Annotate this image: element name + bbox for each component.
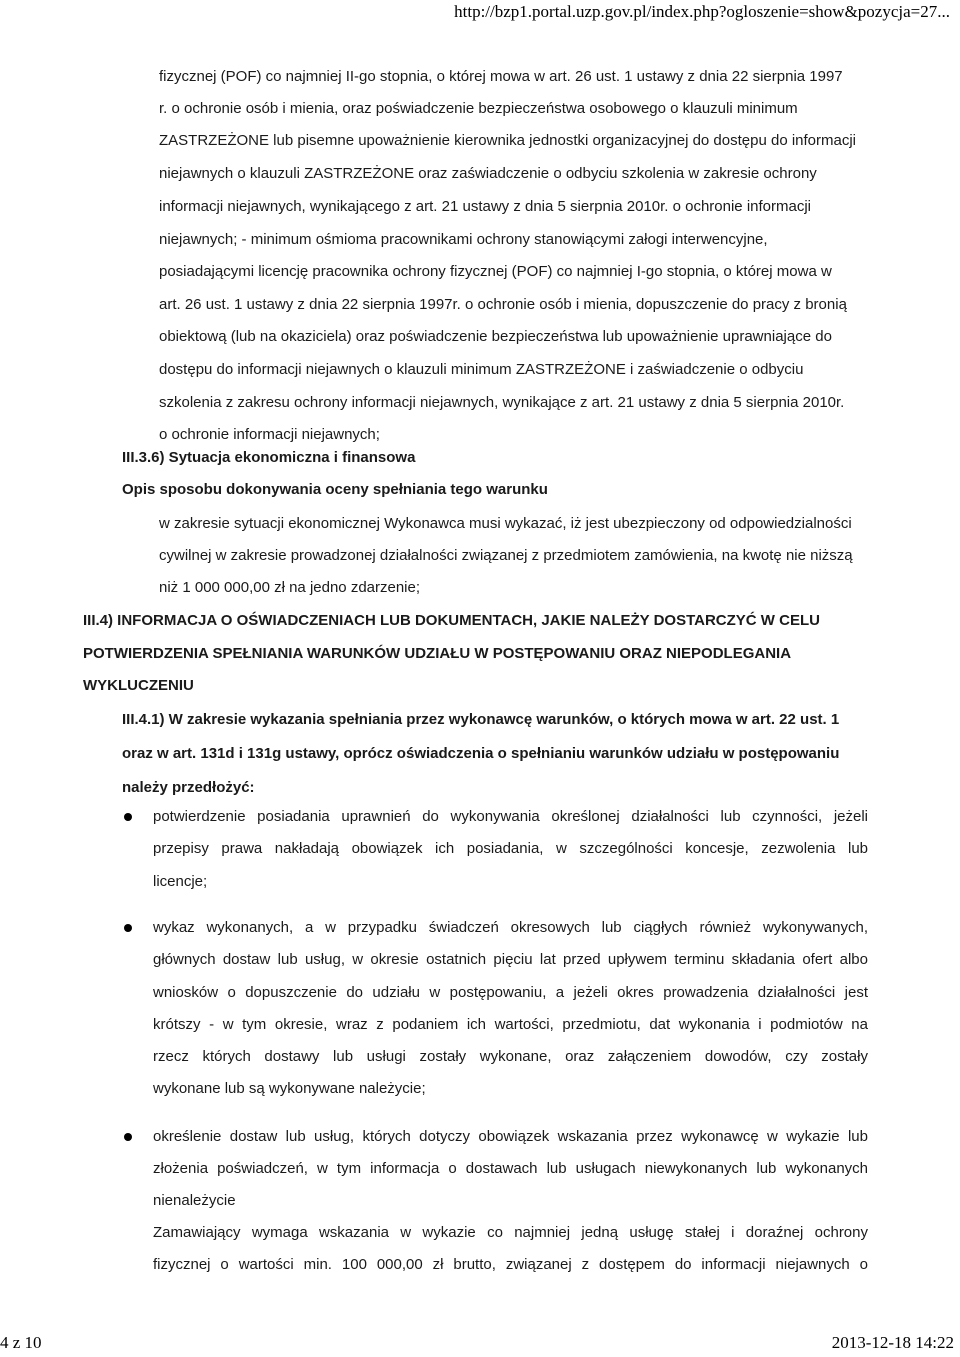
text-line: fizycznej (POF) co najmniej II-go stopnia, o której mowa w art. 26 ust. 1 ustawy z dnia 22 sierpnia 1997 <box>159 68 843 85</box>
text-line: obiektową (lub na okaziciela) oraz poświadczenie bezpieczeństwa lub upoważnienie uprawniające do <box>159 328 832 346</box>
text-line: fizycznej o wartości min. 100 000,00 zł brutto, związanej z dostępem do informacji niejawnych o <box>153 1256 868 1273</box>
text-line: określenie dostaw lub usług, których dotyczy obowiązek wskazania przez wykonawcę w wykazie lub <box>153 1128 868 1145</box>
text-line: licencje; <box>153 872 208 890</box>
text-line: ZASTRZEŻONE lub pisemne upoważnienie kierownika jednostki organizacyjnej do dostępu do informacji <box>159 132 857 150</box>
page-number-footer: 4 z 10 <box>0 1333 42 1352</box>
text-line: rzecz których dostawy lub usługi zostały wykonane, oraz załączeniem dowodów, czy zostały <box>153 1048 868 1066</box>
heading-line: III.4) INFORMACJA O OŚWIADCZENIACH LUB DOKUMENTACH, JAKIE NALEŻY DOSTARCZYĆ W CELU <box>83 612 820 629</box>
text-line: dostępu do informacji niejawnych o klauzuli minimum ZASTRZEŻONE i zaświadczenie o odbyciu <box>159 360 804 378</box>
section-heading-economic: III.3.6) Sytuacja ekonomiczna i finansowa <box>122 449 416 466</box>
bullet-dot-icon <box>124 924 132 932</box>
paragraph-insurance <box>159 508 921 604</box>
text-line: przepisy prawa nakładają obowiązek ich posiadania, w szczególności koncesje, zezwolenia lub <box>153 840 868 858</box>
text-line: szkolenia z zakresu ochrony informacji niejawnych, wynikające z art. 21 ustawy z dnia 5 sierpnia 2010r. <box>159 393 845 411</box>
paragraph-security-staff <box>159 191 921 452</box>
paragraph-pof-requirements <box>159 61 919 190</box>
text-line: głównych dostaw lub usług, w okresie ostatnich pięciu lat przed upływem terminu składania ofert albo <box>153 951 868 969</box>
text-line: potwierdzenie posiadania uprawnień do wykonywania określonej działalności lub czynności, jeżeli <box>153 808 868 825</box>
list-item <box>153 801 868 898</box>
list-item <box>153 912 868 1106</box>
heading-line: oraz w art. 131d i 131g ustawy, oprócz oświadczenia o spełnianiu warunków udziału w postępowaniu <box>122 745 840 762</box>
text-line: art. 26 ust. 1 ustawy z dnia 22 sierpnia 1997r. o ochronie osób i mienia, dopuszczenie do pracy z bronią <box>159 295 847 313</box>
text-line: w zakresie sytuacji ekonomicznej Wykonawca musi wykazać, iż jest ubezpieczony od odpowiedzialności <box>159 515 852 532</box>
text-line: niż 1 000 000,00 zł na jedno zdarzenie; <box>159 579 421 596</box>
text-line: posiadającymi licencję pracownika ochrony fizycznej (POF) co najmniej I-go stopnia, o której mowa w <box>159 263 832 281</box>
text-line: o ochronie informacji niejawnych; <box>159 426 380 444</box>
bullet-dot-icon <box>124 813 132 821</box>
section-heading-documents <box>83 605 873 703</box>
subsection-heading-4-1 <box>122 703 897 805</box>
text-line: wykaz wykonanych, a w przypadku świadczeń okresowych lub ciągłych również wykonywanych, <box>153 919 868 936</box>
text-line: krótszy - w tym okresie, wraz z podaniem ich wartości, przedmiotu, dat wykonania i podmiotów na <box>153 1015 868 1033</box>
text-line: wykonane lub są wykonywane należycie; <box>153 1080 426 1098</box>
text-line: r. o ochronie osób i mienia, oraz poświadczenie bezpieczeństwa osobowego o klauzuli minimum <box>159 100 798 118</box>
heading-line: III.4.1) W zakresie wykazania spełniania przez wykonawcę warunków, o których mowa w art. 22 ust. 1 <box>122 711 840 728</box>
heading-line: należy przedłożyć: <box>122 779 255 796</box>
text-line: informacji niejawnych, wynikającego z art. 21 ustawy z dnia 5 sierpnia 2010r. o ochronie informacji <box>159 198 811 215</box>
text-line: nienależycie <box>153 1192 236 1209</box>
text-line: cywilnej w zakresie prowadzonej działalności związanej z przedmiotem zamówienia, na kwotę nie niższą <box>159 547 853 564</box>
text-line: złożenia poświadczeń, w tym informacja o dostawach lub usługach niewykonanych lub wykonanych <box>153 1160 868 1177</box>
page-url-header: http://bzp1.portal.uzp.gov.pl/index.php?ogloszenie=show&pozycja=27... <box>454 2 950 21</box>
bullet-dot-icon <box>124 1133 132 1141</box>
print-datetime-footer: 2013-12-18 14:22 <box>831 1333 954 1352</box>
text-line: niejawnych o klauzuli ZASTRZEŻONE oraz zaświadczenie o odbyciu szkolenia w zakresie ochrony <box>159 164 817 182</box>
heading-line: WYKLUCZENIU <box>83 677 194 694</box>
list-item <box>153 1121 868 1281</box>
subheading-assessment: Opis sposobu dokonywania oceny spełniania tego warunku <box>122 481 548 498</box>
heading-line: POTWIERDZENIA SPEŁNIANIA WARUNKÓW UDZIAŁU W POSTĘPOWANIU ORAZ NIEPODLEGANIA <box>83 644 792 662</box>
text-line: wniosków o dopuszczenie do udziału w postępowaniu, a jeżeli okres prowadzenia działalności jest <box>153 983 868 1001</box>
text-line: niejawnych; - minimum ośmioma pracownikami ochrony stanowiącymi załogi interwencyjne, <box>159 230 768 248</box>
text-line: Zamawiający wymaga wskazania w wykazie co najmniej jedną usługę stałej i doraźnej ochrony <box>153 1224 868 1241</box>
